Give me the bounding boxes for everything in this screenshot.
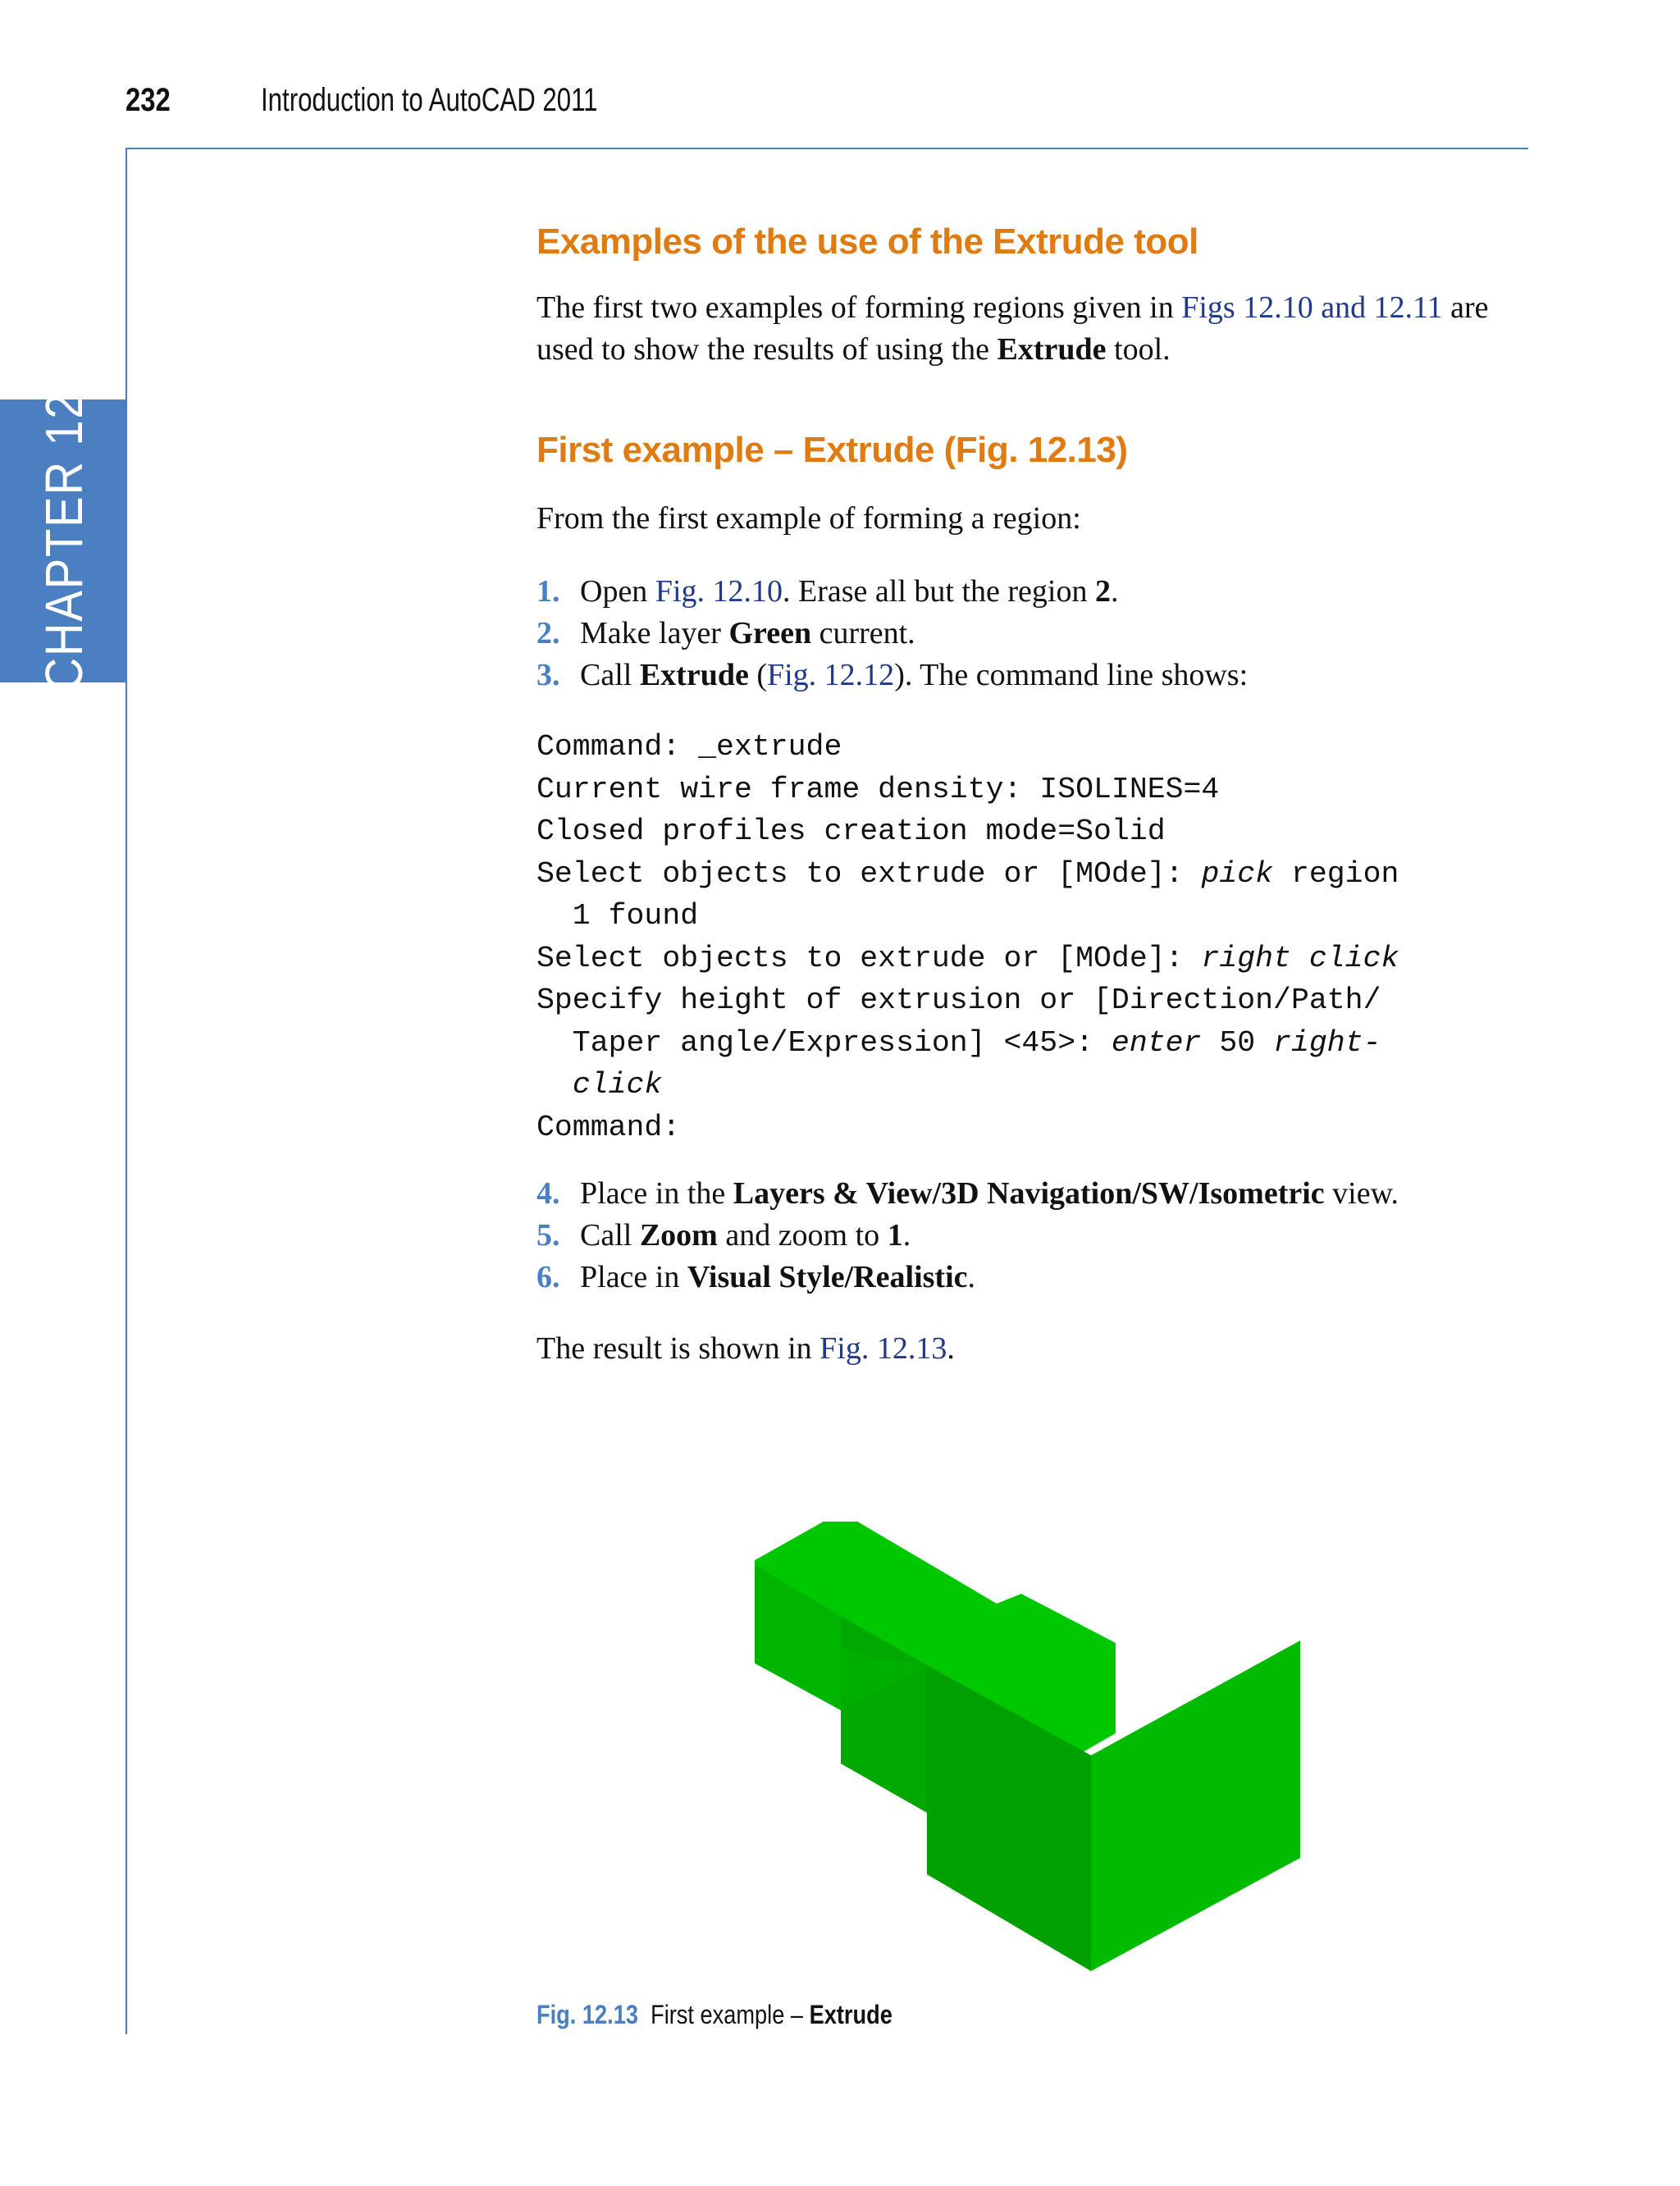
step-number: 4. [536, 1176, 560, 1211]
text-run: . [967, 1260, 975, 1294]
figure-caption [536, 2000, 892, 2030]
code-text: Select objects to extrude or [MOde]: [536, 856, 1202, 891]
steps-list [536, 571, 1537, 696]
code-line: Closed profiles creation mode=Solid [536, 815, 1166, 848]
extruded-solid-figure [755, 1522, 1304, 1973]
bold-term: Extrude [997, 332, 1107, 367]
running-title: Introduction to AutoCAD 2011 [261, 82, 598, 118]
list-item [536, 1173, 1537, 1215]
list-item [536, 571, 1537, 613]
code-text: Select objects to extrude or [MOde]: [536, 941, 1202, 975]
text-run: Place in [580, 1260, 687, 1294]
code-text: Taper angle/Expression] <45>: [536, 1025, 1112, 1060]
solid-right-side [1091, 1641, 1300, 1971]
caption-label: Fig. 12.13 [536, 2000, 638, 2029]
bold-term: Extrude [639, 658, 749, 692]
page-number: 232 [126, 82, 171, 118]
code-line: Command: _extrude [536, 730, 842, 764]
command-line-listing [536, 726, 1537, 1148]
text-run: ). The command line shows: [894, 658, 1249, 692]
figure-link[interactable]: Figs 12.10 and 12.11 [1181, 290, 1443, 325]
text-run: view. [1324, 1176, 1399, 1211]
text-run: Place in the [580, 1176, 733, 1211]
list-item [536, 655, 1537, 696]
code-italic: enter [1111, 1025, 1202, 1060]
bold-term: 1 [887, 1218, 903, 1253]
code-text: 50 [1201, 1025, 1274, 1060]
code-italic: right click [1201, 941, 1399, 975]
text-run: Make layer [580, 616, 729, 650]
list-item [536, 1257, 1537, 1298]
section-heading: Examples of the use of the Extrude tool [536, 221, 1198, 262]
text-run: Open [580, 574, 655, 609]
bold-term: 2 [1094, 574, 1111, 609]
example-intro: From the first example of forming a region: [536, 501, 1081, 536]
caption-text: First example – [637, 2000, 810, 2029]
list-item [536, 613, 1537, 655]
code-line [536, 938, 1537, 980]
text-run: current. [811, 616, 915, 650]
bold-term: Layers & View/3D Navigation/SW/Isometric [733, 1176, 1325, 1211]
code-italic: right- [1273, 1025, 1381, 1060]
code-line: Command: [536, 1110, 681, 1144]
bold-term: Zoom [639, 1218, 718, 1253]
bold-term: Green [728, 616, 812, 650]
code-italic: click [572, 1068, 663, 1102]
code-text: region [1273, 856, 1399, 891]
figure-link[interactable]: Fig. 12.12 [766, 658, 895, 692]
text-run: . Erase all but the region [783, 574, 1095, 609]
result-paragraph [536, 1328, 1537, 1370]
step-number: 3. [536, 658, 560, 692]
text-run: The first two examples of forming regions given in [536, 290, 1182, 325]
bold-term: Visual Style/Realistic [687, 1260, 968, 1294]
code-italic: pick [1201, 856, 1274, 891]
code-indent [536, 1068, 573, 1102]
text-run: Call [580, 658, 640, 692]
text-run: are used to show the results of using the [536, 290, 1489, 367]
code-line: Current wire frame density: ISOLINES=4 [536, 772, 1220, 806]
list-item [536, 1215, 1537, 1257]
caption-bold: Extrude [809, 2000, 892, 2029]
text-run: tool. [1106, 332, 1171, 367]
text-run: ( [748, 658, 767, 692]
code-line [536, 853, 1537, 896]
page-body [536, 221, 1537, 1370]
text-run: . [902, 1218, 911, 1253]
step-number: 5. [536, 1218, 560, 1253]
code-line [536, 1064, 1537, 1107]
page-header [126, 82, 1528, 149]
figure-link[interactable]: Fig. 12.10 [655, 574, 783, 609]
text-run: Call [580, 1218, 640, 1253]
code-line [536, 1022, 1537, 1065]
step-number: 6. [536, 1260, 560, 1294]
example-heading: First example – Extrude (Fig. 12.13) [536, 430, 1128, 470]
steps-list-continued [536, 1173, 1537, 1298]
text-run: . [947, 1331, 955, 1366]
chapter-tab [0, 390, 127, 691]
text-run: . [1110, 574, 1119, 609]
step-number: 1. [536, 574, 560, 609]
intro-paragraph [536, 287, 1537, 371]
code-line: 1 found [536, 899, 699, 933]
text-run: and zoom to [717, 1218, 888, 1253]
step-number: 2. [536, 616, 560, 650]
figure-link[interactable]: Fig. 12.13 [819, 1331, 947, 1366]
text-run: The result is shown in [536, 1331, 820, 1366]
chapter-tab-label: CHAPTER 12 [34, 390, 94, 691]
code-line: Specify height of extrusion or [Direction/Path/ [536, 983, 1381, 1017]
